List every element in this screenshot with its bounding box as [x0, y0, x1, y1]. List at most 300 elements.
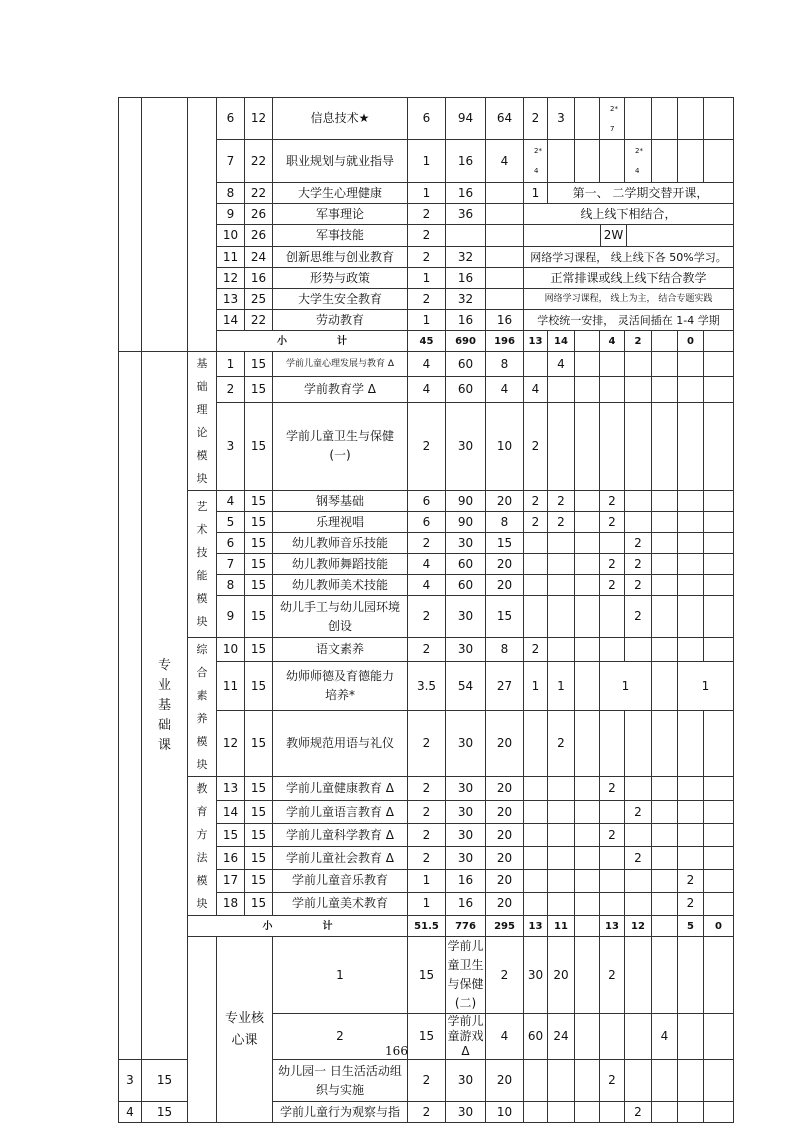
semester-hours	[575, 1060, 600, 1102]
course-hours: 90	[446, 491, 486, 512]
semester-hours	[524, 352, 548, 377]
course-hours: 30	[524, 937, 548, 1014]
course-practice: 20	[486, 824, 524, 847]
course-term: 15	[245, 777, 273, 801]
semester-hours	[548, 1060, 575, 1102]
course-practice: 4	[486, 377, 524, 402]
semester-hours	[652, 710, 678, 776]
semester-hours: 2	[548, 710, 575, 776]
semester-hours	[704, 491, 734, 512]
course-practice: 16	[486, 310, 524, 331]
course-credits: 4	[408, 575, 446, 596]
subtotal-label: 小计	[217, 331, 408, 352]
course-term: 15	[245, 352, 273, 377]
course-no: 1	[273, 937, 408, 1014]
course-name: 大学生安全教育	[273, 289, 408, 310]
semester-hours	[575, 402, 600, 490]
course-no: 17	[217, 869, 245, 892]
course-hours: 54	[446, 662, 486, 711]
semester-hours	[548, 554, 575, 575]
semester-hours: 2	[625, 533, 652, 554]
course-no: 6	[217, 98, 245, 140]
course-hours: 32	[446, 289, 486, 310]
course-hours: 30	[446, 638, 486, 662]
course-name: 幼儿手工与幼儿园环境 创设	[273, 596, 408, 638]
course-name: 职业规划与就业指导	[273, 140, 408, 183]
course-name: 学前教育学 Δ	[273, 377, 408, 402]
course-no: 1	[217, 352, 245, 377]
course-hours: 94	[446, 98, 486, 140]
semester-hours	[524, 847, 548, 870]
semester-hours	[704, 1060, 734, 1102]
semester-hours	[524, 554, 548, 575]
semester-hours: 1	[524, 183, 548, 204]
table-row	[119, 98, 734, 140]
subtotal-semester: 0	[678, 331, 704, 352]
course-term: 15	[245, 824, 273, 847]
semester-hours	[678, 937, 704, 1014]
semester-hours	[625, 777, 652, 801]
semester-hours	[652, 533, 678, 554]
semester-hours	[524, 777, 548, 801]
semester-hours	[704, 140, 734, 183]
semester-hours	[600, 377, 625, 402]
semester-hours	[548, 777, 575, 801]
semester-hours	[524, 596, 548, 638]
course-term: 15	[245, 710, 273, 776]
course-hours: 16	[446, 310, 486, 331]
semester-hours: 2	[625, 847, 652, 870]
semester-hours	[524, 892, 548, 915]
semester-hours	[575, 1102, 600, 1123]
semester-hours	[524, 824, 548, 847]
semester-hours	[625, 824, 652, 847]
course-credits: 4	[408, 352, 446, 377]
course-note: 第一、 二学期交替开课，	[548, 183, 734, 204]
course-name: 大学生心理健康	[273, 183, 408, 204]
blank-cell	[188, 98, 217, 352]
semester-hours: 1	[600, 662, 652, 711]
course-name: 学前儿童健康教育 Δ	[273, 777, 408, 801]
table-row	[119, 937, 734, 1014]
course-hours: 16	[446, 268, 486, 289]
page-number: 166	[385, 1044, 408, 1058]
blank-cell	[119, 352, 142, 1060]
course-credits: 4	[408, 377, 446, 402]
semester-hours: 2	[524, 402, 548, 490]
course-practice: 4	[486, 140, 524, 183]
course-no: 10	[217, 638, 245, 662]
semester-hours	[652, 140, 678, 183]
course-hours: 90	[446, 512, 486, 533]
course-no: 11	[217, 662, 245, 711]
semester-hours	[652, 1060, 678, 1102]
semester-hours	[652, 512, 678, 533]
course-name: 幼师师德及育德能力 培养*	[273, 662, 408, 711]
course-term: 15	[245, 662, 273, 711]
subtotal-semester: 0	[704, 916, 734, 937]
semester-hours	[678, 1060, 704, 1102]
semester-hours	[548, 377, 575, 402]
course-credits: 1	[408, 310, 446, 331]
semester-hours	[678, 533, 704, 554]
semester-hours	[704, 402, 734, 490]
semester-hours	[678, 575, 704, 596]
semester-hours	[625, 512, 652, 533]
course-name: 学前儿童行为观察与指	[273, 1102, 408, 1123]
semester-hours	[575, 892, 600, 915]
subtotal-semester: 13	[600, 916, 625, 937]
course-hours: 60	[446, 554, 486, 575]
course-hours: 30	[446, 596, 486, 638]
semester-hours	[524, 1102, 548, 1123]
course-name: 教师规范用语与礼仪	[273, 710, 408, 776]
subtotal-semester	[652, 331, 678, 352]
course-no: 18	[217, 892, 245, 915]
course-practice: 10	[486, 1102, 524, 1123]
subtotal-semester: 13	[524, 331, 548, 352]
course-practice: 20	[486, 847, 524, 870]
semester-hours	[652, 892, 678, 915]
semester-hours	[704, 638, 734, 662]
semester-hours	[625, 710, 652, 776]
course-no: 16	[217, 847, 245, 870]
course-term: 15	[245, 533, 273, 554]
course-practice: 8	[486, 638, 524, 662]
semester-hours	[575, 98, 600, 140]
semester-hours	[704, 777, 734, 801]
semester-hours	[678, 638, 704, 662]
course-term: 15	[245, 892, 273, 915]
course-term: 15	[408, 1014, 446, 1060]
course-term: 22	[245, 310, 273, 331]
semester-hours	[625, 98, 652, 140]
semester-hours	[548, 638, 575, 662]
course-credits: 1	[408, 892, 446, 915]
semester-hours	[704, 575, 734, 596]
subtotal-label: 小计	[188, 916, 408, 937]
course-name: 学前儿童社会教育 Δ	[273, 847, 408, 870]
semester-hours	[678, 377, 704, 402]
course-name: 形势与政策	[273, 268, 408, 289]
semester-hours	[575, 869, 600, 892]
semester-hours: 4	[524, 377, 548, 402]
semester-hours	[575, 847, 600, 870]
semester-hours	[625, 402, 652, 490]
table-row	[119, 638, 734, 662]
module-art-skills: 艺术技能模块	[188, 491, 217, 638]
semester-hours	[678, 596, 704, 638]
semester-hours	[575, 824, 600, 847]
course-credits: 2	[408, 847, 446, 870]
course-credits: 2	[408, 824, 446, 847]
semester-hours	[575, 801, 600, 824]
semester-hours: 2	[600, 777, 625, 801]
course-term: 15	[245, 402, 273, 490]
course-credits: 2	[408, 402, 446, 490]
course-credits: 2	[408, 533, 446, 554]
course-hours	[446, 225, 486, 247]
semester-hours	[678, 352, 704, 377]
semester-hours	[704, 892, 734, 915]
course-no: 12	[217, 710, 245, 776]
course-name: 军事技能	[273, 225, 408, 247]
semester-hours: 2	[548, 512, 575, 533]
course-name: 学前儿童语言教育 Δ	[273, 801, 408, 824]
course-term: 15	[245, 847, 273, 870]
course-practice: 20	[486, 710, 524, 776]
semester-hours	[652, 847, 678, 870]
course-note: 网络学习课程， 线上为主， 结合专题实践	[524, 289, 734, 310]
blank-cell	[188, 937, 217, 1123]
course-practice: 20	[548, 937, 575, 1014]
subtotal-semester: 11	[548, 916, 575, 937]
semester-hours	[548, 402, 575, 490]
semester-hours	[678, 98, 704, 140]
course-practice: 24	[548, 1014, 575, 1060]
course-name: 幼儿教师音乐技能	[273, 533, 408, 554]
semester-hours	[652, 662, 678, 711]
semester-hours	[524, 801, 548, 824]
semester-hours	[575, 554, 600, 575]
subtotal-semester	[652, 916, 678, 937]
subtotal-semester: 13	[524, 916, 548, 937]
semester-hours: 2	[524, 638, 548, 662]
course-term: 12	[245, 98, 273, 140]
course-term: 15	[245, 512, 273, 533]
semester-hours	[548, 824, 575, 847]
course-practice: 20	[486, 554, 524, 575]
course-credits: 2	[408, 1060, 446, 1102]
course-credits: 2	[408, 247, 446, 268]
semester-hours	[652, 554, 678, 575]
course-name: 幼儿教师美术技能	[273, 575, 408, 596]
semester-hours: 2	[600, 491, 625, 512]
course-name: 语文素养	[273, 638, 408, 662]
semester-hours	[600, 352, 625, 377]
semester-hours: 1	[524, 662, 548, 711]
course-credits: 2	[408, 289, 446, 310]
subtotal-hours: 690	[446, 331, 486, 352]
semester-hours	[704, 554, 734, 575]
semester-hours	[652, 575, 678, 596]
semester-hours: 2	[625, 554, 652, 575]
course-note: 正常排课或线上线下结合教学	[524, 268, 734, 289]
semester-hours: 2	[625, 1102, 652, 1123]
course-hours: 16	[446, 892, 486, 915]
semester-hours	[548, 596, 575, 638]
semester-hours	[704, 937, 734, 1014]
course-term: 15	[245, 638, 273, 662]
semester-hours: 2* 4	[625, 140, 652, 183]
course-no: 6	[217, 533, 245, 554]
course-term: 15	[408, 937, 446, 1014]
semester-hours: 1	[678, 662, 734, 711]
course-term: 15	[245, 575, 273, 596]
course-practice	[486, 268, 524, 289]
semester-hours	[575, 638, 600, 662]
course-credits: 2	[486, 937, 524, 1014]
semester-hours	[548, 892, 575, 915]
course-term: 15	[245, 491, 273, 512]
semester-hours	[575, 596, 600, 638]
subtotal-semester: 12	[625, 916, 652, 937]
course-credits: 2	[408, 638, 446, 662]
semester-hours	[575, 352, 600, 377]
semester-hours	[652, 491, 678, 512]
category-core: 专业核心课	[217, 937, 273, 1123]
course-practice	[486, 289, 524, 310]
semester-hours	[704, 512, 734, 533]
subtotal-semester	[704, 331, 734, 352]
course-credits: 2	[408, 1102, 446, 1123]
semester-hours	[652, 402, 678, 490]
course-hours: 60	[446, 575, 486, 596]
subtotal-semester	[575, 916, 600, 937]
course-practice	[486, 204, 524, 225]
course-hours: 60	[446, 352, 486, 377]
course-term: 15	[142, 1060, 188, 1102]
subtotal-credits: 51.5	[408, 916, 446, 937]
semester-hours: 4	[652, 1014, 678, 1060]
course-hours: 30	[446, 801, 486, 824]
course-name: 劳动教育	[273, 310, 408, 331]
course-hours: 30	[446, 710, 486, 776]
course-name: 军事理论	[273, 204, 408, 225]
course-name: 乐理视唱	[273, 512, 408, 533]
semester-hours	[652, 98, 678, 140]
course-no: 14	[217, 801, 245, 824]
semester-hours	[575, 491, 600, 512]
subtotal-hours: 776	[446, 916, 486, 937]
subtotal-semester: 4	[600, 331, 625, 352]
course-hours: 30	[446, 1102, 486, 1123]
semester-hours	[524, 1060, 548, 1102]
course-credits: 6	[408, 491, 446, 512]
semester-hours	[704, 869, 734, 892]
course-hours: 60	[446, 377, 486, 402]
semester-hours	[575, 377, 600, 402]
semester-hours	[704, 1102, 734, 1123]
course-no: 7	[217, 140, 245, 183]
course-hours: 36	[446, 204, 486, 225]
table-row	[119, 352, 734, 377]
semester-hours	[625, 1060, 652, 1102]
semester-hours	[678, 402, 704, 490]
semester-hours: 1	[548, 662, 575, 711]
course-practice: 20	[486, 491, 524, 512]
semester-hours	[678, 491, 704, 512]
semester-hours: 2	[524, 491, 548, 512]
course-no: 7	[217, 554, 245, 575]
course-no: 10	[217, 225, 245, 247]
course-term: 26	[245, 204, 273, 225]
course-name: 学前儿童卫生与保健 (二)	[446, 937, 486, 1014]
semester-hours	[600, 710, 625, 776]
semester-hours	[652, 937, 678, 1014]
semester-hours	[625, 491, 652, 512]
semester-hours: 2	[600, 575, 625, 596]
course-credits: 1	[408, 140, 446, 183]
semester-hours	[678, 554, 704, 575]
course-hours: 60	[524, 1014, 548, 1060]
course-name: 学前儿童音乐教育	[273, 869, 408, 892]
semester-hours	[575, 140, 600, 183]
semester-hours: 4	[548, 352, 575, 377]
semester-hours: 2	[678, 869, 704, 892]
course-no: 9	[217, 204, 245, 225]
course-term: 15	[245, 377, 273, 402]
semester-hours	[600, 638, 625, 662]
semester-hours	[652, 377, 678, 402]
course-credits: 1	[408, 268, 446, 289]
semester-hours	[704, 377, 734, 402]
semester-hours	[548, 801, 575, 824]
course-no: 3	[119, 1060, 142, 1102]
course-credits: 6	[408, 98, 446, 140]
course-credits: 2	[408, 204, 446, 225]
semester-hours: 2	[524, 98, 548, 140]
course-hours: 16	[446, 869, 486, 892]
course-no: 13	[217, 289, 245, 310]
course-practice	[486, 183, 524, 204]
course-term: 15	[245, 869, 273, 892]
semester-hours	[548, 533, 575, 554]
course-note: 网络学习课程， 线上线下各 50%学习。	[524, 247, 734, 268]
semester-hours	[678, 512, 704, 533]
course-practice: 27	[486, 662, 524, 711]
semester-hours: 2	[600, 1060, 625, 1102]
course-credits: 1	[408, 183, 446, 204]
semester-hours	[625, 377, 652, 402]
semester-hours	[575, 777, 600, 801]
semester-hours	[652, 777, 678, 801]
course-practice: 64	[486, 98, 524, 140]
course-name: 创新思维与创业教育	[273, 247, 408, 268]
course-credits: 2	[408, 225, 446, 247]
course-name: 信息技术★	[273, 98, 408, 140]
semester-hours	[704, 596, 734, 638]
course-credits: 1	[408, 869, 446, 892]
semester-hours	[652, 1102, 678, 1123]
course-practice: 20	[486, 1060, 524, 1102]
semester-hours	[652, 869, 678, 892]
blank-cell	[142, 98, 188, 352]
course-term: 15	[245, 801, 273, 824]
semester-hours	[524, 710, 548, 776]
semester-hours	[548, 869, 575, 892]
semester-hours	[704, 352, 734, 377]
semester-hours: 3	[548, 98, 575, 140]
course-credits: 6	[408, 512, 446, 533]
course-note: 线上线下相结合，	[524, 204, 734, 225]
course-hours: 30	[446, 777, 486, 801]
semester-hours: 2	[524, 512, 548, 533]
semester-hours	[625, 937, 652, 1014]
course-name: 幼儿园一 日生活活动组 织与实施	[273, 1060, 408, 1102]
semester-hours	[548, 140, 575, 183]
curriculum-table	[118, 97, 734, 1123]
semester-hours	[704, 801, 734, 824]
course-term: 25	[245, 289, 273, 310]
module-comprehensive: 综合素养模块	[188, 638, 217, 777]
semester-hours	[625, 638, 652, 662]
semester-hours	[575, 575, 600, 596]
semester-hours	[652, 596, 678, 638]
course-no: 8	[217, 183, 245, 204]
course-term: 16	[245, 268, 273, 289]
semester-hours: 2	[600, 937, 625, 1014]
